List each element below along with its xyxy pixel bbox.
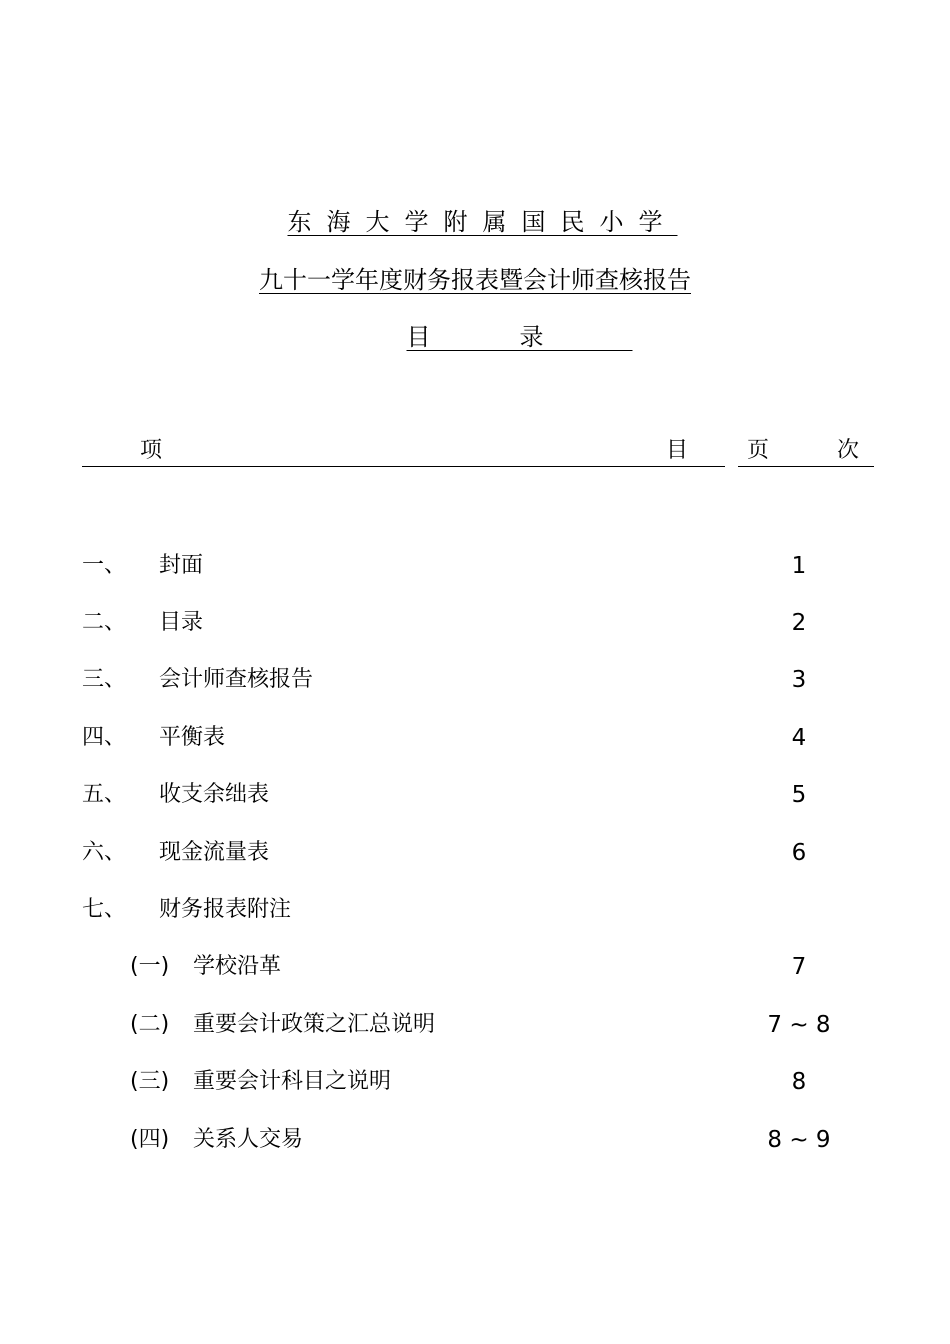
- column-header-item: [82, 436, 725, 467]
- toc-row-number: (三): [130, 1069, 170, 1094]
- toc-row: [0, 550, 950, 582]
- report-title-text: 九十一学年度财务报表暨会计师查核报告: [259, 266, 691, 294]
- report-title: [0, 265, 950, 295]
- toc-row-number: 七、: [82, 897, 127, 922]
- toc-row: [0, 894, 950, 926]
- toc-subrow: [0, 1009, 950, 1041]
- toc-row-page: 2: [791, 610, 807, 636]
- toc-row: [0, 779, 950, 811]
- school-title-text: 东海大学附属国民小学: [287, 208, 678, 236]
- toc-row-label: 现金流量表: [159, 840, 270, 865]
- toc-subrow: [0, 951, 950, 983]
- toc-title-text: 目录: [406, 323, 633, 351]
- toc-row: [0, 722, 950, 754]
- toc-row-label: 会计师查核报告: [159, 667, 314, 692]
- toc-row-number: 一、: [82, 553, 127, 578]
- toc-subrow: [0, 1066, 950, 1098]
- toc-row-label: 学校沿革: [193, 954, 282, 979]
- toc-row-label: 目录: [159, 610, 204, 635]
- toc-row-page: 4: [791, 725, 807, 751]
- toc-row-number: 四、: [82, 725, 127, 750]
- column-header-item-right: 目: [666, 438, 689, 463]
- toc-row-number: (一): [130, 954, 170, 979]
- school-title: [0, 207, 950, 237]
- toc-row-label: 重要会计政策之汇总说明: [193, 1012, 436, 1037]
- toc-row-number: 五、: [82, 782, 127, 807]
- toc-row-label: 重要会计科目之说明: [193, 1069, 392, 1094]
- column-header-item-left: 项: [140, 438, 163, 463]
- toc-row-label: 收支余绌表: [159, 782, 270, 807]
- toc-row-page: 5: [791, 782, 807, 808]
- toc-subrow: [0, 1124, 950, 1156]
- toc-row-page: 7: [791, 954, 807, 980]
- toc-row: [0, 607, 950, 639]
- column-header-page-left: 页: [747, 438, 770, 463]
- column-header-page-right: 次: [837, 438, 860, 463]
- toc-title: [0, 322, 950, 352]
- toc-row-label: 关系人交易: [193, 1127, 304, 1152]
- column-header-page: [738, 436, 874, 467]
- toc-row-page: 8 ~ 9: [767, 1127, 831, 1153]
- toc-row-page: 1: [791, 553, 807, 579]
- toc-row-page: 6: [791, 840, 807, 866]
- toc-row-label: 封面: [159, 553, 204, 578]
- toc-row-number: 二、: [82, 610, 127, 635]
- toc-row-number: (四): [130, 1127, 170, 1152]
- toc-row: [0, 664, 950, 696]
- toc-row: [0, 837, 950, 869]
- toc-row-number: 三、: [82, 667, 127, 692]
- toc-row-number: 六、: [82, 840, 127, 865]
- toc-row-page: 3: [791, 667, 807, 693]
- toc-row-page: 7 ~ 8: [767, 1012, 831, 1038]
- toc-row-page: 8: [791, 1069, 807, 1095]
- toc-row-number: (二): [130, 1012, 170, 1037]
- toc-row-label: 平衡表: [159, 725, 226, 750]
- toc-row-label: 财务报表附注: [159, 897, 292, 922]
